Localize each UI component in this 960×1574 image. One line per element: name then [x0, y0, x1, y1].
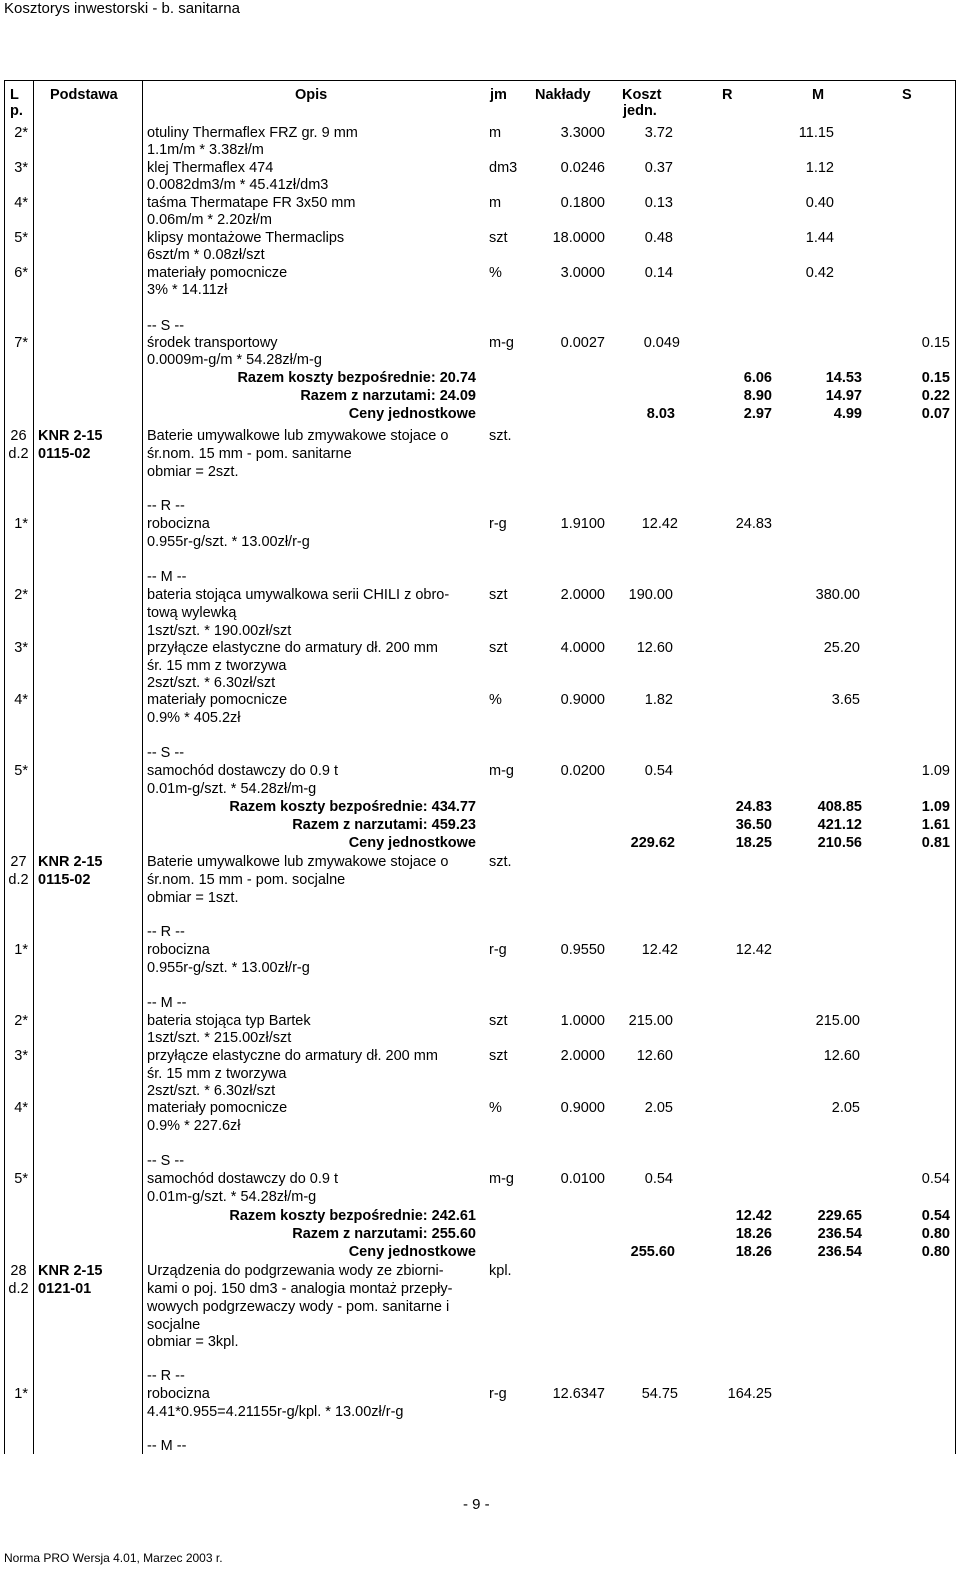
summary-unit-prices: Ceny jednostkowe: [348, 835, 476, 851]
position-quantity: obmiar = 2szt.: [147, 464, 239, 480]
header-podstawa: Podstawa: [50, 87, 118, 103]
position-number-sub: d.2: [8, 872, 29, 888]
row-opis: bateria stojąca typ Bartek: [147, 1013, 311, 1029]
summary-unit-prices: Ceny jednostkowe: [348, 406, 476, 422]
summary-m: 14.97: [825, 388, 862, 404]
row-opis: robocizna: [147, 1386, 210, 1402]
row-m: 380.00: [815, 587, 860, 603]
row-lp: 5*: [14, 230, 28, 246]
row-lp: 4*: [14, 692, 28, 708]
position-description: Baterie umywalkowe lub zmywakowe stojace o: [147, 428, 449, 444]
row-jm: %: [489, 265, 502, 281]
row-koszt: 1.82: [644, 692, 673, 708]
position-quantity: obmiar = 1szt.: [147, 890, 239, 906]
row-koszt: 0.14: [644, 265, 673, 281]
row-lp: 3*: [14, 640, 28, 656]
position-number-sub: d.2: [8, 446, 29, 462]
row-s: 0.15: [921, 335, 950, 351]
row-naklady: 0.9550: [560, 942, 605, 958]
row-lp: 7*: [14, 335, 28, 351]
row-naklady: 3.3000: [560, 125, 605, 141]
row-opis: otuliny Thermaflex FRZ gr. 9 mm: [147, 125, 358, 141]
summary-s: 0.80: [921, 1226, 950, 1242]
row-formula: 0.0082dm3/m * 45.41zł/dm3: [147, 177, 329, 193]
summary-r: 8.90: [743, 388, 772, 404]
row-lp: 4*: [14, 195, 28, 211]
row-koszt: 3.72: [644, 125, 673, 141]
row-jm: szt: [489, 1013, 508, 1029]
group-header: -- S --: [147, 745, 185, 761]
row-opis: klipsy montażowe Thermaclips: [147, 230, 345, 246]
summary-r: 36.50: [735, 817, 772, 833]
row-naklady: 1.0000: [560, 1013, 605, 1029]
row-koszt: 0.37: [644, 160, 673, 176]
col-border-right: [955, 80, 956, 1454]
row-opis: materiały pomocnicze: [147, 265, 288, 281]
row-naklady: 4.0000: [560, 640, 605, 656]
header-lp: L: [10, 87, 19, 103]
header-lp-2: p.: [10, 103, 23, 119]
row-opis: klej Thermaflex 474: [147, 160, 274, 176]
row-jm: r-g: [489, 516, 507, 532]
header-naklady: Nakłady: [535, 87, 591, 103]
summary-s: 0.54: [921, 1208, 950, 1224]
row-formula: 3% * 14.11zł: [147, 282, 228, 298]
summary-unit-prices: Ceny jednostkowe: [348, 1244, 476, 1260]
position-code-sub: 0115-02: [38, 872, 91, 888]
position-description-2: śr.nom. 15 mm - pom. socjalne: [147, 872, 346, 888]
group-header: -- M --: [147, 569, 187, 585]
page-number: - 9 -: [463, 1496, 490, 1513]
row-naklady: 0.9000: [560, 1100, 605, 1116]
row-m: 3.65: [831, 692, 860, 708]
row-formula: 0.01m-g/szt. * 54.28zł/m-g: [147, 781, 317, 797]
summary-markup: Razem z narzutami: 24.09: [300, 388, 476, 404]
position-description-2: kami o poj. 150 dm3 - analogia montaż przepły-: [147, 1281, 453, 1297]
row-naklady: 3.0000: [560, 265, 605, 281]
row-opis: samochód dostawczy do 0.9 t: [147, 1171, 339, 1187]
row-opis: środek transportowy: [147, 335, 278, 351]
position-description-2: śr.nom. 15 mm - pom. sanitarne: [147, 446, 352, 462]
row-formula: 6szt/m * 0.08zł/szt: [147, 247, 265, 263]
row-koszt: 12.60: [636, 640, 673, 656]
row-lp: 1*: [14, 1386, 28, 1402]
header-koszt: Koszt: [622, 87, 662, 103]
header-opis: Opis: [295, 87, 328, 103]
row-formula: 1szt/szt. * 215.00zł/szt: [147, 1030, 292, 1046]
header-m: M: [812, 87, 825, 103]
summary-m: 4.99: [833, 406, 862, 422]
position-number: 26: [10, 428, 27, 444]
row-koszt: 215.00: [628, 1013, 673, 1029]
row-lp: 2*: [14, 1013, 28, 1029]
position-number: 28: [10, 1263, 27, 1279]
position-quantity: obmiar = 3kpl.: [147, 1334, 239, 1350]
row-formula: 0.9% * 227.6zł: [147, 1118, 241, 1134]
row-m: 25.20: [823, 640, 860, 656]
row-koszt: 12.42: [641, 942, 678, 958]
row-r: 164.25: [727, 1386, 772, 1402]
row-m: 12.60: [823, 1048, 860, 1064]
position-code-sub: 0121-01: [38, 1281, 92, 1297]
row-formula: 0.9% * 405.2zł: [147, 710, 241, 726]
summary-r: 18.26: [735, 1226, 772, 1242]
row-m: 2.05: [831, 1100, 860, 1116]
row-koszt: 0.54: [644, 1171, 673, 1187]
row-lp: 1*: [14, 942, 28, 958]
summary-s: 0.80: [921, 1244, 950, 1260]
row-jm: szt: [489, 230, 508, 246]
row-koszt: 190.00: [628, 587, 673, 603]
summary-m: 236.54: [817, 1244, 862, 1260]
row-formula: 0.06m/m * 2.20zł/m: [147, 212, 272, 228]
row-opis: taśma Thermatape FR 3x50 mm: [147, 195, 356, 211]
row-jm: r-g: [489, 942, 507, 958]
row-lp: 2*: [14, 587, 28, 603]
row-koszt: 0.48: [644, 230, 673, 246]
row-formula: 2szt/szt. * 6.30zł/szt: [147, 675, 276, 691]
position-jm: szt.: [489, 428, 512, 444]
row-formula: 2szt/szt. * 6.30zł/szt: [147, 1083, 276, 1099]
summary-r: 18.25: [735, 835, 772, 851]
row-jm: m-g: [489, 763, 514, 779]
position-description-4: socjalne: [147, 1317, 201, 1333]
position-code: KNR 2-15: [38, 854, 103, 870]
row-naklady: 12.6347: [552, 1386, 605, 1402]
row-lp: 5*: [14, 763, 28, 779]
position-description: Urządzenia do podgrzewania wody ze zbiorni-: [147, 1263, 444, 1279]
row-opis: materiały pomocnicze: [147, 692, 288, 708]
header-s: S: [902, 87, 912, 103]
row-naklady: 0.0027: [560, 335, 605, 351]
summary-markup: Razem z narzutami: 459.23: [292, 817, 476, 833]
row-r: 12.42: [735, 942, 772, 958]
summary-s: 0.22: [921, 388, 950, 404]
col-border-podstawa: [142, 80, 143, 1454]
summary-m: 229.65: [817, 1208, 862, 1224]
summary-m: 210.56: [817, 835, 862, 851]
row-formula: 0.0009m-g/m * 54.28zł/m-g: [147, 352, 322, 368]
window-title: Kosztorys inwestorski - b. sanitarna: [4, 0, 240, 17]
row-opis: materiały pomocnicze: [147, 1100, 288, 1116]
summary-s: 1.09: [921, 799, 950, 815]
position-code: KNR 2-15: [38, 428, 103, 444]
summary-m: 408.85: [817, 799, 862, 815]
header-jm: jm: [490, 87, 507, 103]
row-opis: bateria stojąca umywalkowa serii CHILI z obro-: [147, 587, 450, 603]
position-number-sub: d.2: [8, 1281, 29, 1297]
summary-r: 18.26: [735, 1244, 772, 1260]
row-koszt: 54.75: [641, 1386, 678, 1402]
row-naklady: 1.9100: [560, 516, 605, 532]
row-m: 215.00: [815, 1013, 860, 1029]
row-opis-2: śr. 15 mm z tworzywa: [147, 1066, 287, 1082]
row-formula: 4.41*0.955=4.21155r-g/kpl. * 13.00zł/r-g: [147, 1404, 404, 1420]
summary-direct: Razem koszty bezpośrednie: 242.61: [229, 1208, 476, 1224]
header-koszt-jedn: jedn.: [623, 103, 657, 119]
footer-text: Norma PRO Wersja 4.01, Marzec 2003 r.: [4, 1551, 223, 1565]
row-opis: robocizna: [147, 516, 210, 532]
row-jm: szt: [489, 640, 508, 656]
summary-m: 421.12: [817, 817, 862, 833]
row-naklady: 2.0000: [560, 1048, 605, 1064]
group-header: -- R --: [147, 1368, 185, 1384]
row-koszt: 0.049: [643, 335, 680, 351]
row-m: 0.40: [805, 195, 834, 211]
summary-r: 24.83: [735, 799, 772, 815]
summary-s: 0.07: [921, 406, 950, 422]
row-lp: 2*: [14, 125, 28, 141]
row-jm: m-g: [489, 335, 514, 351]
row-formula: 1.1m/m * 3.38zł/m: [147, 142, 264, 158]
summary-s: 0.15: [921, 370, 950, 386]
position-jm: kpl.: [489, 1263, 512, 1279]
row-r: 24.83: [735, 516, 772, 532]
group-header: -- R --: [147, 924, 185, 940]
row-formula: 0.01m-g/szt. * 54.28zł/m-g: [147, 1189, 317, 1205]
position-jm: szt.: [489, 854, 512, 870]
summary-direct: Razem koszty bezpośrednie: 434.77: [229, 799, 476, 815]
row-jm: m: [489, 125, 502, 141]
row-s: 0.54: [921, 1171, 950, 1187]
row-lp: 3*: [14, 160, 28, 176]
row-naklady: 2.0000: [560, 587, 605, 603]
row-jm: m-g: [489, 1171, 514, 1187]
row-opis: samochód dostawczy do 0.9 t: [147, 763, 339, 779]
row-opis: przyłącze elastyczne do armatury dł. 200 mm: [147, 1048, 438, 1064]
row-jm: m: [489, 195, 502, 211]
group-header: -- S --: [147, 318, 185, 334]
row-jm: %: [489, 1100, 502, 1116]
row-lp: 3*: [14, 1048, 28, 1064]
row-jm: r-g: [489, 1386, 507, 1402]
row-naklady: 0.0100: [560, 1171, 605, 1187]
row-koszt: 0.54: [644, 763, 673, 779]
summary-r: 12.42: [735, 1208, 772, 1224]
row-jm: dm3: [489, 160, 518, 176]
row-jm: %: [489, 692, 502, 708]
row-koszt: 12.60: [636, 1048, 673, 1064]
row-opis: robocizna: [147, 942, 210, 958]
group-header: -- R --: [147, 498, 185, 514]
row-m: 11.15: [798, 125, 834, 141]
row-m: 1.44: [805, 230, 834, 246]
row-lp: 5*: [14, 1171, 28, 1187]
summary-koszt: 255.60: [630, 1244, 675, 1260]
summary-koszt: 229.62: [630, 835, 675, 851]
position-code: KNR 2-15: [38, 1263, 103, 1279]
group-header: -- S --: [147, 1153, 185, 1169]
group-header: -- M --: [147, 1438, 187, 1454]
row-naklady: 18.0000: [552, 230, 605, 246]
summary-markup: Razem z narzutami: 255.60: [292, 1226, 476, 1242]
row-lp: 6*: [14, 265, 28, 281]
row-naklady: 0.9000: [560, 692, 605, 708]
position-description: Baterie umywalkowe lub zmywakowe stojace o: [147, 854, 449, 870]
position-number: 27: [10, 854, 27, 870]
col-border-lp: [33, 80, 34, 1454]
row-s: 1.09: [921, 763, 950, 779]
row-koszt: 12.42: [641, 516, 678, 532]
row-m: 1.12: [805, 160, 834, 176]
summary-r: 6.06: [743, 370, 772, 386]
summary-m: 236.54: [817, 1226, 862, 1242]
row-formula: 0.955r-g/szt. * 13.00zł/r-g: [147, 960, 310, 976]
summary-r: 2.97: [743, 406, 772, 422]
row-koszt: 0.13: [644, 195, 673, 211]
position-code-sub: 0115-02: [38, 446, 91, 462]
row-naklady: 0.0246: [560, 160, 605, 176]
summary-m: 14.53: [825, 370, 862, 386]
row-lp: 1*: [14, 516, 28, 532]
row-opis-2: śr. 15 mm z tworzywa: [147, 658, 287, 674]
row-lp: 4*: [14, 1100, 28, 1116]
header-r: R: [722, 87, 733, 103]
row-naklady: 0.0200: [560, 763, 605, 779]
summary-direct: Razem koszty bezpośrednie: 20.74: [237, 370, 476, 386]
row-formula: 0.955r-g/szt. * 13.00zł/r-g: [147, 534, 310, 550]
row-formula: 1szt/szt. * 190.00zł/szt: [147, 623, 292, 639]
summary-s: 0.81: [921, 835, 950, 851]
row-naklady: 0.1800: [560, 195, 605, 211]
row-jm: szt: [489, 1048, 508, 1064]
summary-koszt: 8.03: [646, 406, 675, 422]
row-koszt: 2.05: [644, 1100, 673, 1116]
row-jm: szt: [489, 587, 508, 603]
row-opis-2: tową wylewką: [147, 605, 237, 621]
summary-s: 1.61: [921, 817, 950, 833]
position-description-3: wowych podgrzewaczy wody - pom. sanitarne i: [147, 1299, 450, 1315]
table-top-border: [4, 80, 956, 81]
group-header: -- M --: [147, 995, 187, 1011]
row-m: 0.42: [805, 265, 834, 281]
row-opis: przyłącze elastyczne do armatury dł. 200 mm: [147, 640, 438, 656]
